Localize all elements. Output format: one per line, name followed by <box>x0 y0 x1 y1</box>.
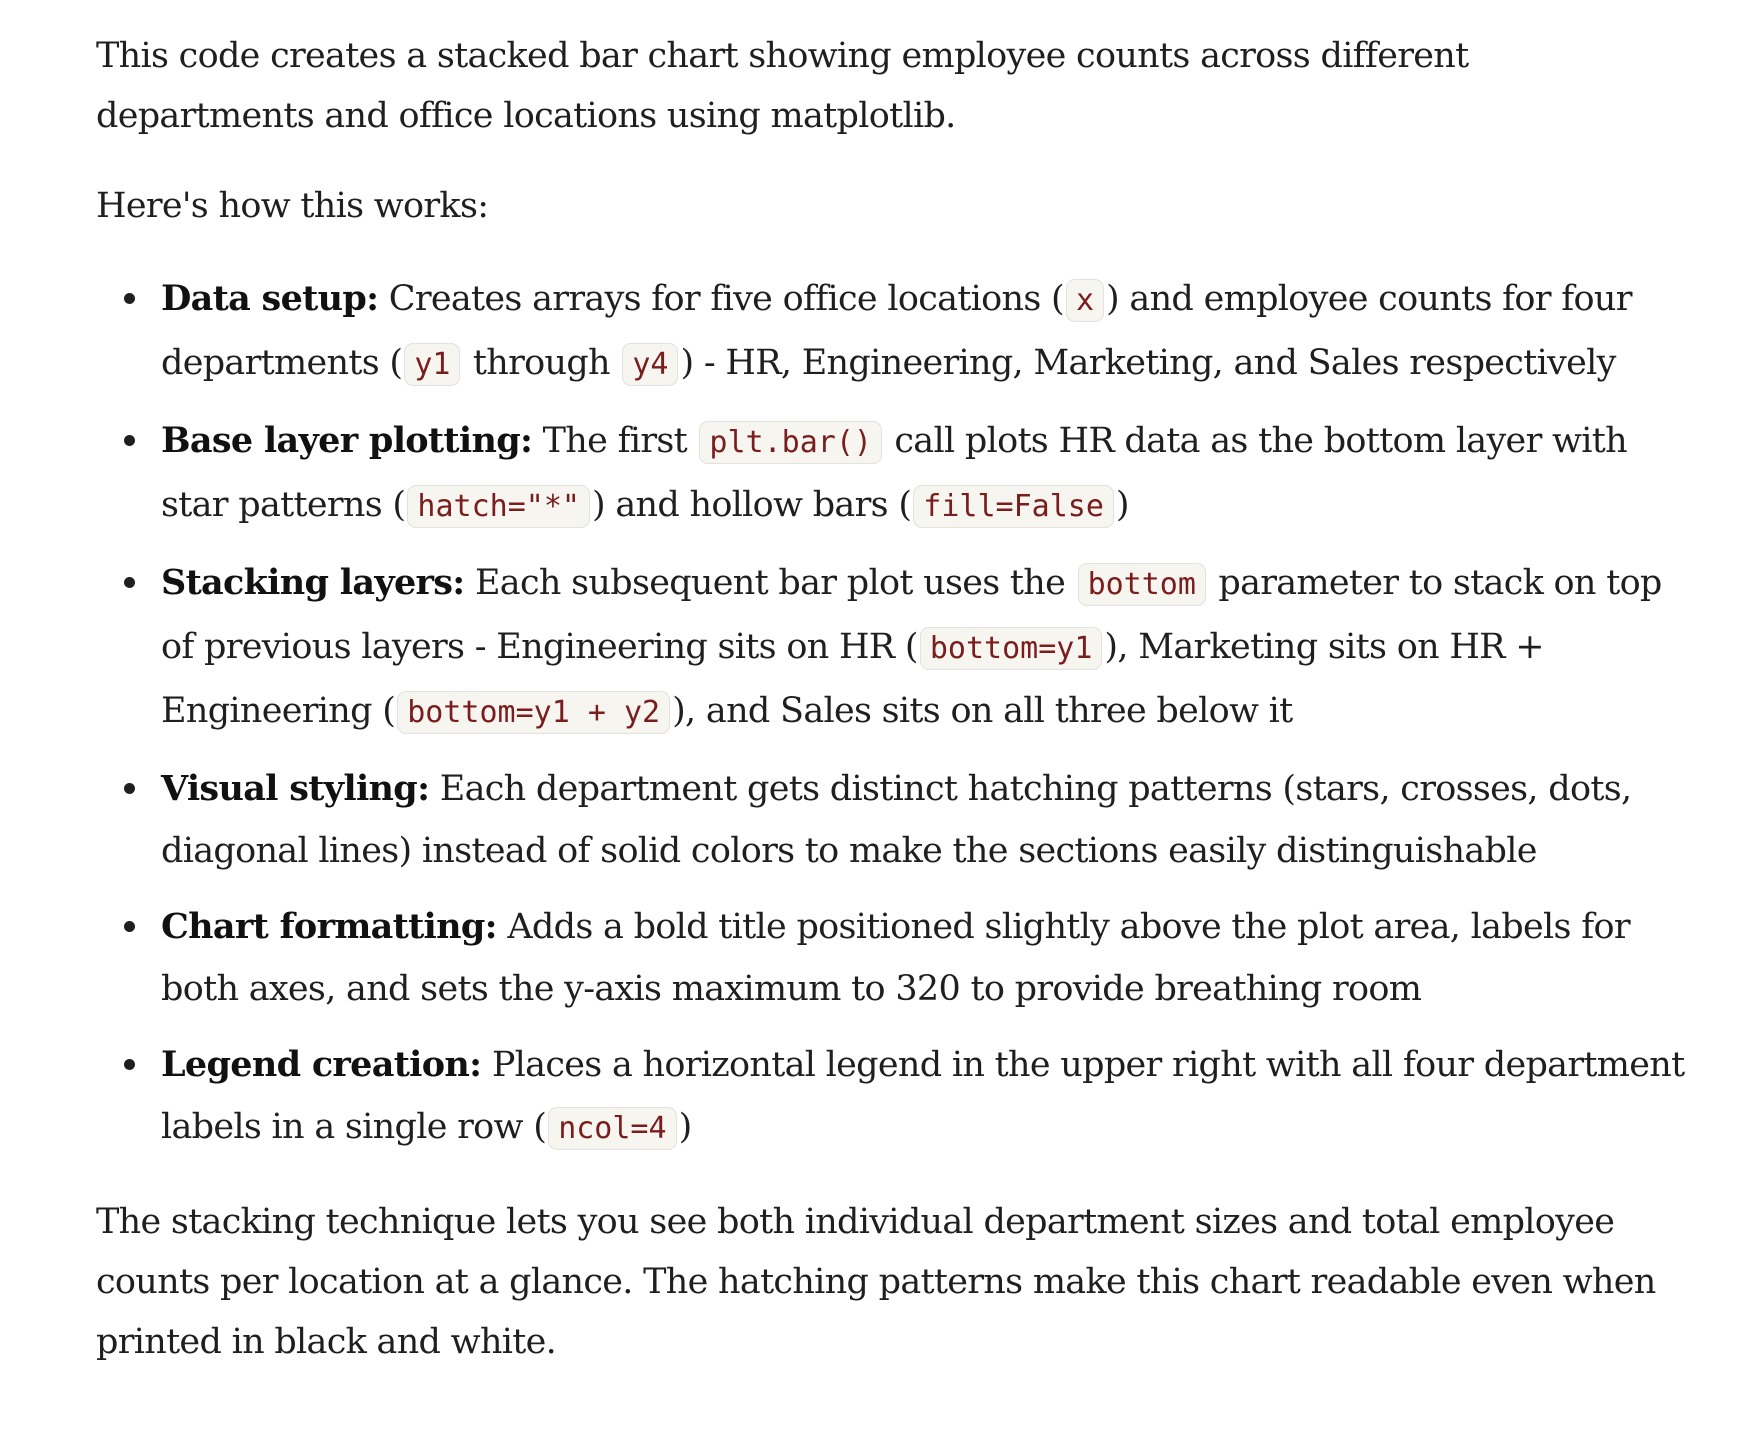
list-item-text: ) and employee counts for four departments ( <box>161 279 1632 383</box>
inline-code: x <box>1066 279 1104 322</box>
inline-code: fill=False <box>913 485 1114 528</box>
list-item-title: Base layer plotting: <box>161 420 533 461</box>
bullet-dot <box>124 435 135 446</box>
list-item-text: Each department gets distinct hatching patterns (stars, crosses, dots, diagonal lines) instead of solid colors to make the sections easily distinguishable <box>161 769 1632 871</box>
bullet-dot <box>124 921 135 932</box>
list-item-title: Chart formatting: <box>161 906 497 947</box>
list-item-text: Each subsequent bar plot uses the <box>464 563 1076 603</box>
outro-paragraph: The stacking technique lets you see both individual department sizes and total employee counts per location at a glance. The hatching patterns make this chart readable even when printed in black and white. <box>96 1202 1656 1362</box>
explanation-content <box>96 26 1696 1372</box>
bullet-dot <box>124 293 135 304</box>
inline-code: bottom=y1 + y2 <box>397 691 670 734</box>
list-item-text: Adds a bold title positioned slightly above the plot area, labels for both axes, and sets the y-axis maximum to 320 to provide breathing room <box>161 907 1630 1009</box>
list-item-title: Legend creation: <box>161 1044 482 1085</box>
list-item-text: ) - HR, Engineering, Marketing, and Sales respectively <box>680 343 1616 383</box>
list-item-text: Creates arrays for five office locations ( <box>378 279 1064 319</box>
list-item-title: Stacking layers: <box>161 562 465 603</box>
list-item-chart-formatting <box>96 896 1696 1020</box>
list-item-text: ) <box>1115 485 1129 525</box>
list-item-text: call plots HR data as the bottom layer with star patterns ( <box>161 421 1627 525</box>
list-item-stacking-layers <box>96 552 1696 744</box>
list-item-text: ), Marketing sits on HR + Engineering ( <box>161 627 1544 731</box>
inline-code: y1 <box>404 343 460 386</box>
list-item-text: ) and hollow bars ( <box>591 485 912 525</box>
list-item-text: Places a horizontal legend in the upper right with all four department labels in a single row ( <box>161 1045 1685 1147</box>
list-item-text: through <box>462 343 621 383</box>
how-it-works-heading: Here's how this works: <box>96 186 489 226</box>
list-item-legend-creation <box>96 1034 1696 1160</box>
bullet-dot <box>124 1059 135 1070</box>
bullet-dot <box>124 783 135 794</box>
list-item-text: ) <box>678 1107 692 1147</box>
inline-code: hatch="*" <box>407 485 590 528</box>
list-item-text: ), and Sales sits on all three below it <box>672 691 1293 731</box>
list-item-visual-styling <box>96 758 1696 882</box>
inline-code: plt.bar() <box>699 421 882 464</box>
inline-code: bottom=y1 <box>920 627 1103 670</box>
list-item-base-layer-plotting <box>96 410 1696 538</box>
inline-code: y4 <box>622 343 678 386</box>
list-item-text: parameter to stack on top of previous layers - Engineering sits on HR ( <box>161 563 1662 667</box>
inline-code: bottom <box>1078 563 1206 606</box>
intro-paragraph: This code creates a stacked bar chart showing employee counts across different departments and office locations using matplotlib. <box>96 36 1469 136</box>
list-item-title: Data setup: <box>161 278 379 319</box>
bullet-dot <box>124 577 135 588</box>
explanation-list <box>96 268 1696 1160</box>
list-item-data-setup <box>96 268 1696 396</box>
list-item-text: The first <box>532 421 698 461</box>
inline-code: ncol=4 <box>548 1107 676 1150</box>
list-item-title: Visual styling: <box>161 768 430 809</box>
